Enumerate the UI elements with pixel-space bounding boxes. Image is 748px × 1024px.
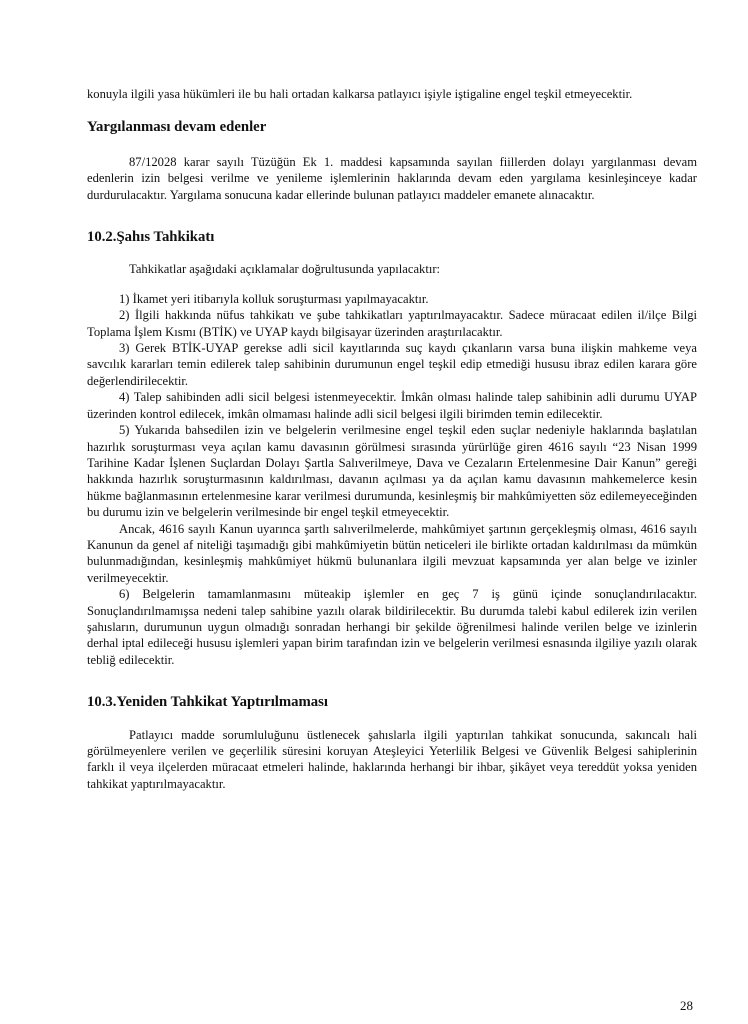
list-item: 1) İkamet yeri itibarıyla kolluk soruşturması yapılmayacaktır. [119, 291, 429, 306]
paragraph-no-reinvestigation: Patlayıcı madde sorumluluğunu üstlenecek şahıslarla ilgili yaptırılan tahkikat sonucunda, sakıncalı hali görülmeyenlere verilen ve geçerlilik süresini koruyan Ateşleyici Yeterlilik Belgesi ve Güvenlik Belgesi sahiplerinin farklı il veya ilçelerden müracaat etmeleri halinde, haklarında herhangi bir ihbar, şikâyet veya tereddüt yoksa yeniden tahkikat yaptırılmayacaktır. [87, 727, 697, 791]
paragraph-intro: Tahkikatlar aşağıdaki açıklamalar doğrultusunda yapılacaktır: [129, 262, 441, 277]
paragraph-continuation: konuyla ilgili yasa hükümleri ile bu hali ortadan kalkarsa patlayıcı işiyle iştigaline engel teşkil etmeyecektir. [87, 87, 633, 101]
list-item: 2) İlgili hakkında nüfus tahkikatı ve şube tahkikatları yaptırılmayacaktır. Sadece müracaat edilen il/ilçe Bilgi Toplama İşlem Kısmı (BTİK) ve UYAP kaydı bilgisayar üzerinden araştırılacaktır. [87, 308, 697, 339]
list-item: 6) Belgelerin tamamlanmasını müteakip işlemler en geç 7 iş günü içinde sonuçlandırılacaktır. Sonuçlandırılmamışsa nedeni talep sahibine yazılı olarak bildirilecektir. Bu durumda talebi kabul edilerek izin verilen şahısların, durumunun uygun olmadığı sonradan herhangi bir şekilde öğrenilmesi halinde verilen belge ve izinlerin derhal iptal edileceği hususu işlemleri yapan birim tarafından izin ve belgelerin verilmesi esnasında ilgiliye yazılı olarak tebliğ edilecektir. [87, 587, 697, 667]
page-number: 28 [680, 998, 693, 1013]
heading-personal-investigation: 10.2.Şahıs Tahkikatı [87, 229, 215, 246]
list-item: 5) Yukarıda bahsedilen izin ve belgelerin verilmesine engel teşkil eden suçlar nedeniyle haklarında başlatılan hazırlık soruşturması veya açılan kamu davasının görülmesi sırasında yürürlüğe giren 4616 sayılı “23 Nisan 1999 Tarihine Kadar İşlenen Suçlardan Dolayı Şartla Salıverilmeye, Dava ve Cezaların Ertelenmesine Dair Kanun” gereği hakkında hazırlık soruşturmasının kaldırılması, davanın açılması ya da açılan kamu davasının mahkemelerce kesin hükme bağlanmasının ertelenmesine karar verilmesi durumunda, kesinleşmiş bir mahkûmiyetten söz edilemeyeceğinden bu durumu izin ve belgelerin verilmesinde bir engel teşkil etmeyecektir. [87, 423, 697, 520]
list-item: 4) Talep sahibinden adli sicil belgesi istenmeyecektir. İmkân olması halinde talep sahibinin adli durumu UYAP üzerinden kontrol edilecek, imkân olmaması halinde adli sicil belgesi ilgili birimden temin edilecektir. [87, 390, 697, 421]
heading-ongoing-trials: Yargılanması devam edenler [87, 119, 267, 136]
list-item: Ancak, 4616 sayılı Kanun uyarınca şartlı salıverilmelerde, mahkûmiyet şartının gerçekleşmiş olması, 4616 sayılı Kanunun da genel af niteliği taşımadığı gibi mahkûmiyetin bütün neticeleri ile birlikte ortadan kaldırılması da mümkün bulunmadığından, kesinleşmiş mahkûmiyet hükmü bulunanlara ilgili mevzuat kapsamında yer alan belge ve izinler verilmeyecektir. [87, 521, 697, 585]
heading-no-reinvestigation: 10.3.Yeniden Tahkikat Yaptırılmaması [87, 694, 328, 711]
paragraph-ongoing-trials: 87/12028 karar sayılı Tüzüğün Ek 1. maddesi kapsamında sayılan fiillerden dolayı yargılanması devam edenlerin izin belgesi verilme ve yenileme işlemlerinin haklarında devam eden yargılama kesinleşinceye kadar durdurulacaktır. Yargılama sonucuna kadar ellerinde bulunan patlayıcı maddeler emanete alınacaktır. [87, 154, 697, 202]
page-content [87, 86, 697, 792]
list-item: 3) Gerek BTİK-UYAP gerekse adli sicil kayıtlarında suç kaydı çıkanların varsa buna ilişkin mahkeme veya savcılık kararları temin edilerek talep sahibinin durumunun engel teşkil edip etmediği hususu ibraz edilen karara göre değerlendirilecektir. [87, 341, 697, 388]
